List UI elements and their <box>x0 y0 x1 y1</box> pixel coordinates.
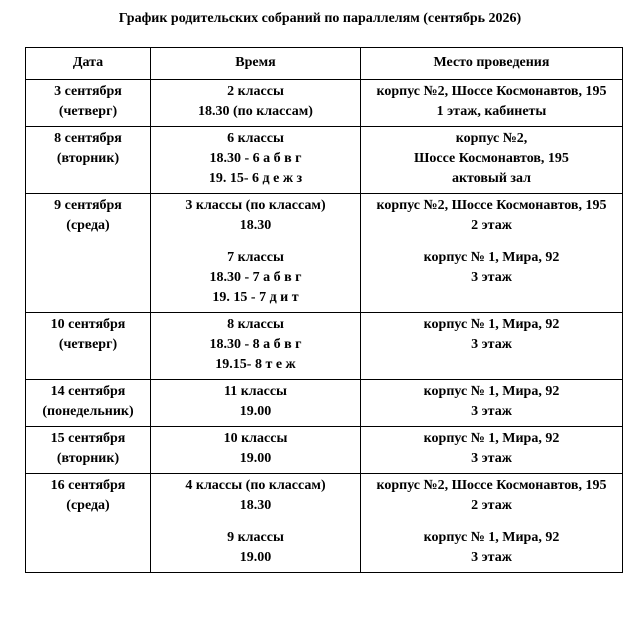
time-line: 9 классы <box>227 530 284 545</box>
header-date: Дата <box>26 48 151 80</box>
time-line: 3 классы (по классам) <box>185 198 326 213</box>
place-line: корпус № 1, Мира, 92 <box>423 530 560 545</box>
place-cell <box>361 474 623 573</box>
date-cell <box>26 474 151 573</box>
time-line: 19.00 <box>239 451 272 466</box>
time-line: 19.00 <box>239 404 272 419</box>
time-line: 7 классы <box>227 250 284 265</box>
schedule-body <box>26 80 623 573</box>
place-line: корпус № 1, Мира, 92 <box>423 431 560 446</box>
place-line: 3 этаж <box>471 451 512 466</box>
page-title: График родительских собраний по параллелям (сентябрь 2026) <box>118 11 522 26</box>
time-line: 10 классы <box>223 431 288 446</box>
time-line: 2 классы <box>227 84 284 99</box>
meeting-date: 14 сентября <box>50 384 126 399</box>
meeting-date: 16 сентября <box>50 478 126 493</box>
place-cell <box>361 80 623 127</box>
header-time: Время <box>151 48 361 80</box>
time-line: 18.30 - 8 а б в г <box>209 337 302 352</box>
meeting-weekday: (вторник) <box>56 451 120 466</box>
time-line: 18.30 <box>239 498 272 513</box>
table-row <box>26 127 623 194</box>
date-cell <box>26 80 151 127</box>
table-row <box>26 474 623 573</box>
time-line: 6 классы <box>227 131 284 146</box>
time-line: 18.30 - 6 а б в г <box>209 151 302 166</box>
time-line: 4 классы (по классам) <box>185 478 326 493</box>
time-line: 18.30 (по классам) <box>198 104 313 119</box>
time-line: 19. 15- 6 д е ж з <box>208 171 303 186</box>
schedule-table <box>25 47 623 573</box>
table-header-row <box>26 48 623 80</box>
place-line: актовый зал <box>451 171 532 186</box>
place-cell <box>361 427 623 474</box>
table-row <box>26 194 623 313</box>
table-row <box>26 80 623 127</box>
place-line: 2 этаж <box>471 218 512 233</box>
table-row <box>26 427 623 474</box>
time-cell <box>151 194 361 313</box>
place-line: 3 этаж <box>471 404 512 419</box>
meeting-date: 8 сентября <box>54 131 122 146</box>
group-spacer <box>364 236 619 248</box>
place-line: 3 этаж <box>471 270 512 285</box>
header-place: Место проведения <box>361 48 623 80</box>
time-cell <box>151 427 361 474</box>
date-cell <box>26 380 151 427</box>
time-line: 19. 15 - 7 д и т <box>212 290 299 305</box>
meeting-weekday: (четверг) <box>58 104 118 119</box>
place-line: корпус № 1, Мира, 92 <box>423 317 560 332</box>
place-line: 2 этаж <box>471 498 512 513</box>
time-line: 19.00 <box>239 550 272 565</box>
place-cell <box>361 380 623 427</box>
time-cell <box>151 80 361 127</box>
group-spacer <box>154 516 357 528</box>
time-line: 19.15- 8 т е ж <box>215 357 296 372</box>
meeting-weekday: (среда) <box>66 498 110 513</box>
meeting-date: 9 сентября <box>54 198 122 213</box>
place-line: корпус №2, <box>455 131 528 146</box>
place-cell <box>361 313 623 380</box>
time-line: 18.30 <box>239 218 272 233</box>
date-cell <box>26 194 151 313</box>
time-line: 11 классы <box>223 384 287 399</box>
meeting-date: 3 сентября <box>54 84 122 99</box>
place-line: Шоссе Космонавтов, 195 <box>414 151 569 166</box>
time-cell <box>151 380 361 427</box>
time-line: 18.30 - 7 а б в г <box>209 270 302 285</box>
date-cell <box>26 313 151 380</box>
group-spacer <box>154 236 357 248</box>
meeting-weekday: (четверг) <box>58 337 118 352</box>
time-cell <box>151 313 361 380</box>
time-cell <box>151 127 361 194</box>
meeting-weekday: (вторник) <box>56 151 120 166</box>
group-spacer <box>364 516 619 528</box>
place-line: 1 этаж, кабинеты <box>436 104 547 119</box>
meeting-weekday: (среда) <box>66 218 110 233</box>
place-line: корпус №2, Шоссе Космонавтов, 195 <box>376 84 607 99</box>
place-line: 3 этаж <box>471 337 512 352</box>
table-row <box>26 380 623 427</box>
meeting-date: 10 сентября <box>50 317 126 332</box>
date-cell <box>26 427 151 474</box>
place-line: корпус № 1, Мира, 92 <box>423 250 560 265</box>
meeting-weekday: (понедельник) <box>42 404 134 419</box>
place-cell <box>361 127 623 194</box>
place-line: корпус № 1, Мира, 92 <box>423 384 560 399</box>
place-line: корпус №2, Шоссе Космонавтов, 195 <box>376 198 607 213</box>
time-line: 8 классы <box>227 317 284 332</box>
meeting-date: 15 сентября <box>50 431 126 446</box>
date-cell <box>26 127 151 194</box>
place-cell <box>361 194 623 313</box>
table-row <box>26 313 623 380</box>
place-line: 3 этаж <box>471 550 512 565</box>
time-cell <box>151 474 361 573</box>
place-line: корпус №2, Шоссе Космонавтов, 195 <box>376 478 607 493</box>
